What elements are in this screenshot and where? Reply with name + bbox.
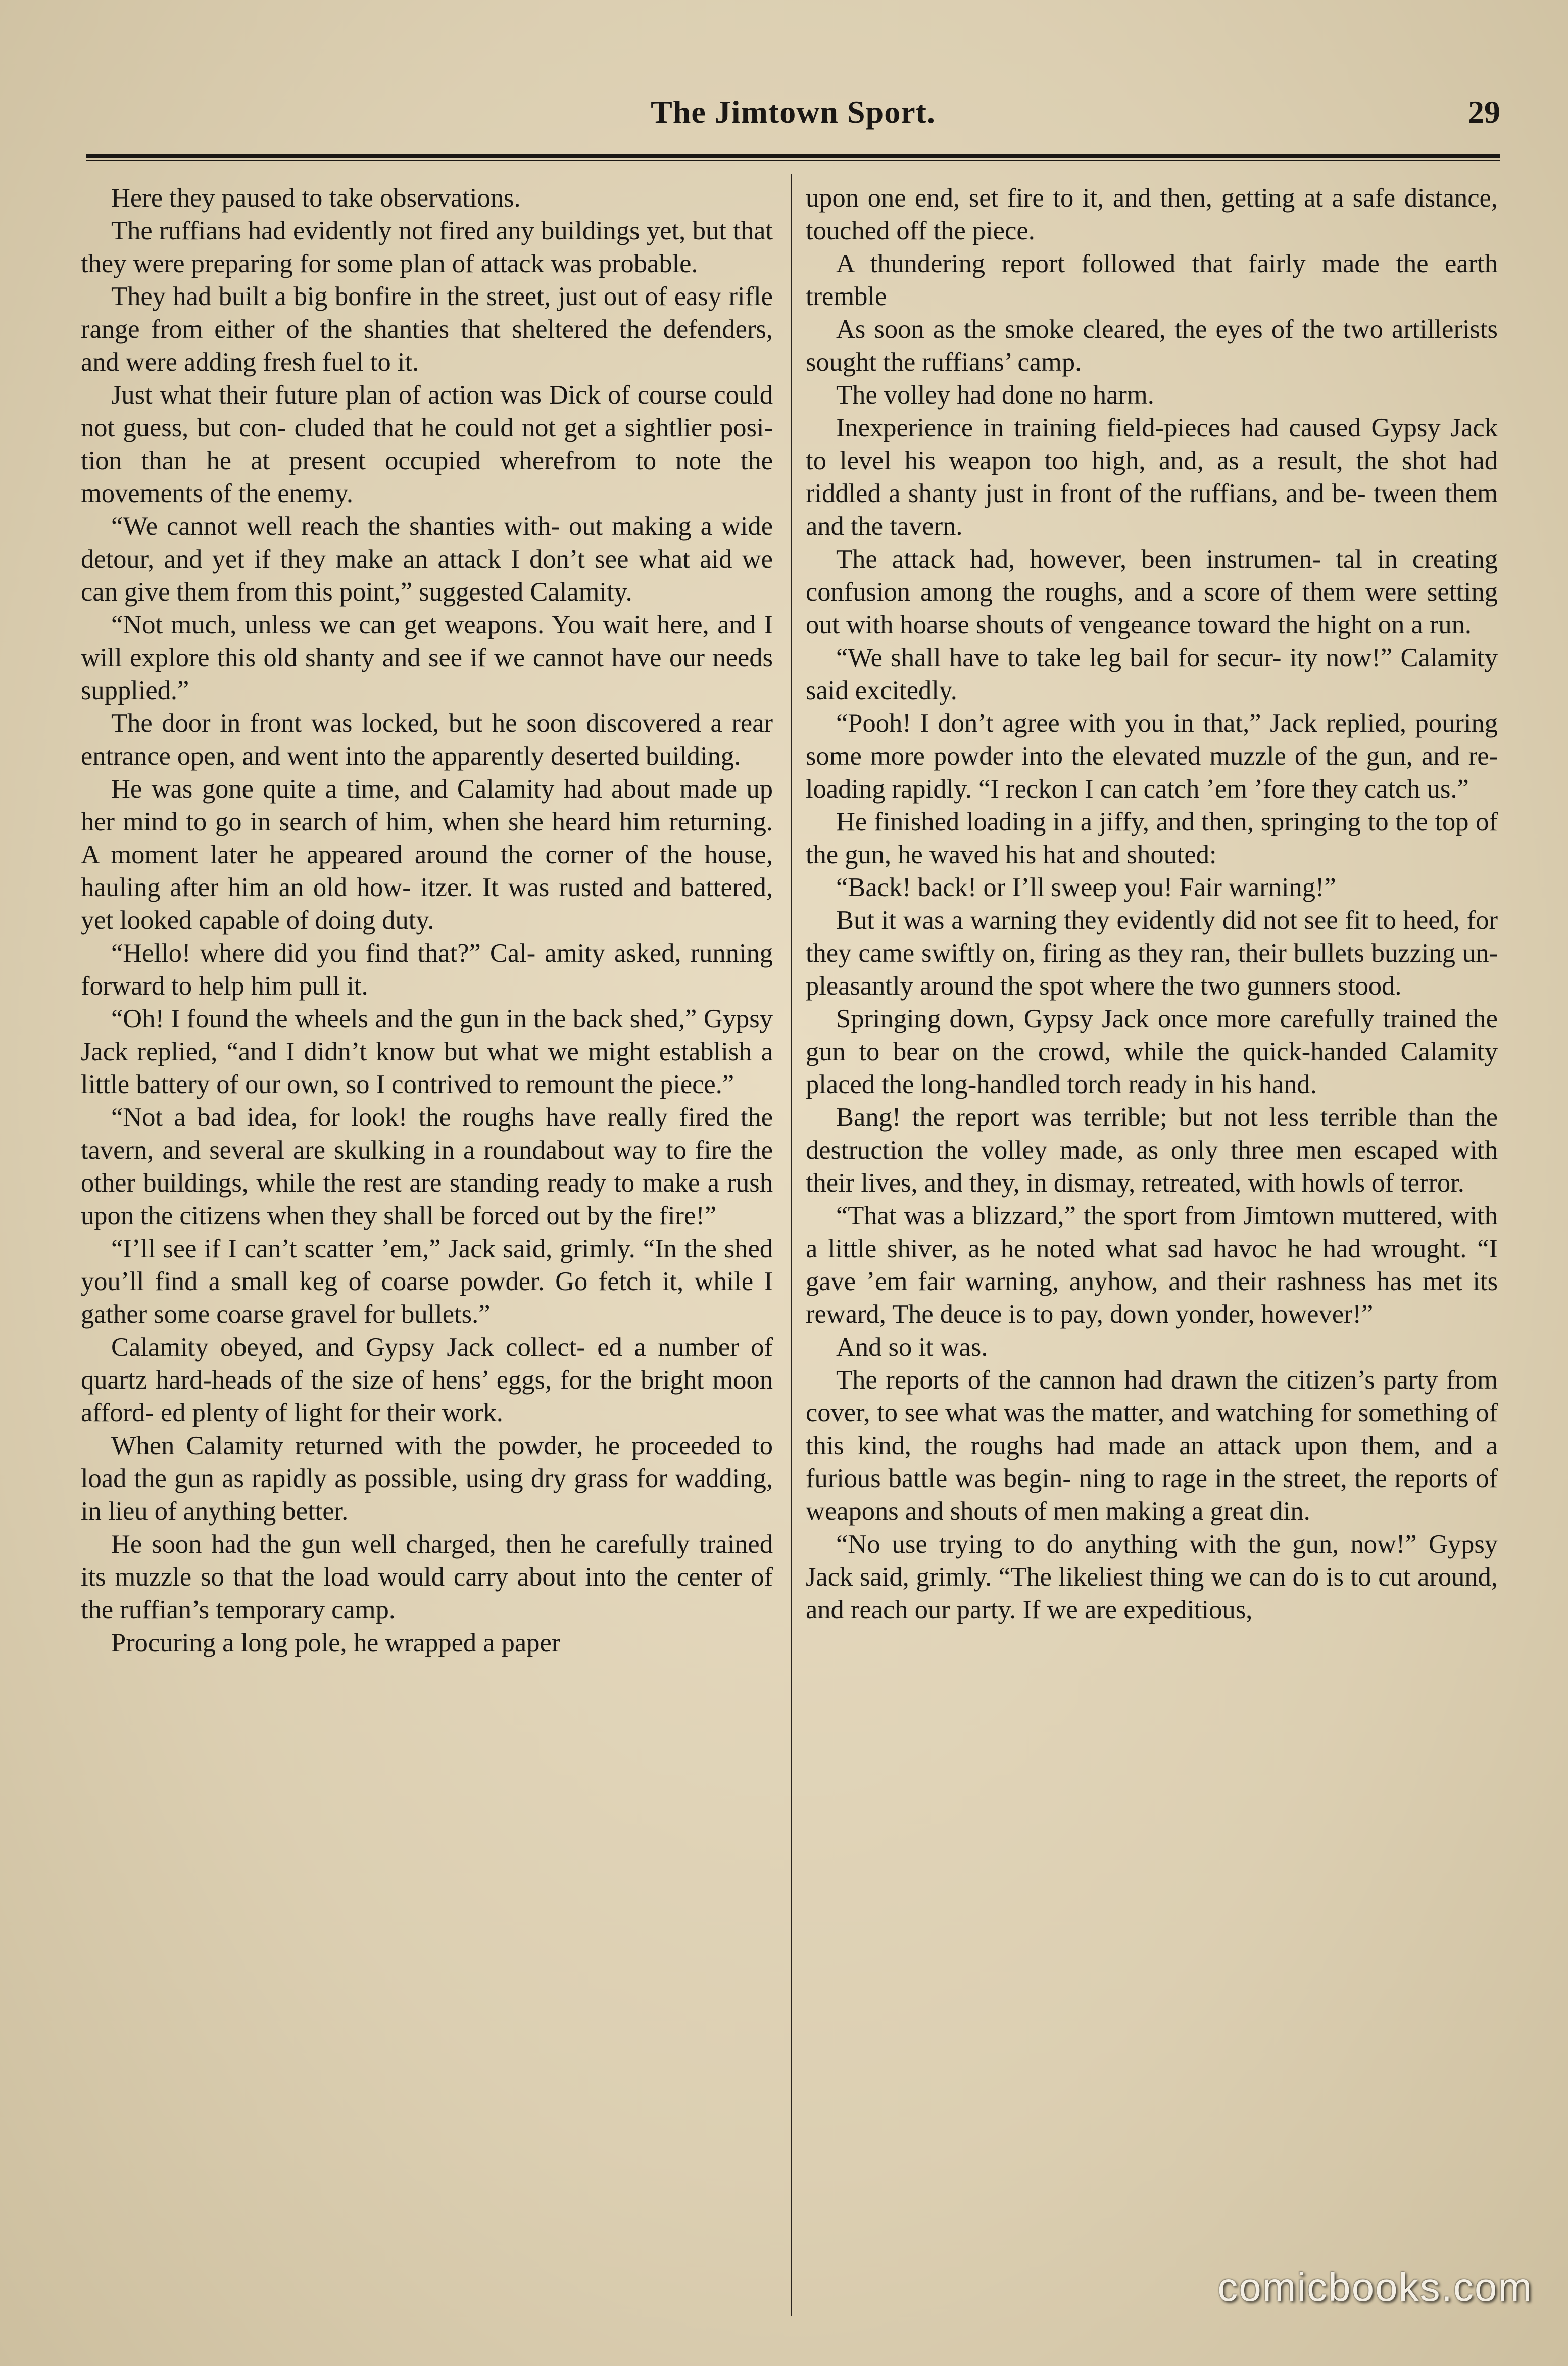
paragraph: Here they paused to take observations. (111, 183, 521, 213)
page-header (86, 93, 1500, 149)
paragraph: The reports of the cannon had drawn the citizen’s party from cover, to see what was the matter, and watching for something of this kind, the roughs had made an attack upon them, and a furious battle was begin- ning to rage in the street, the reports of weapons and shouts of men making a great din. (806, 1365, 1498, 1526)
left-column (81, 182, 773, 1659)
paragraph: Inexperience in training field-pieces had caused Gypsy Jack to level his weapon too high, and, as a result, the shot had riddled a shanty just in front of the ruffians, and be- tween them and the tavern. (806, 413, 1498, 541)
paragraph: He was gone quite a time, and Calamity had about made up her mind to go in search of him, when she heard him returning. A moment later he appeared around the corner of the house, hauling after him an old how- itzer. It was rusted and battered, yet looked capable of doing duty. (81, 774, 773, 935)
paragraph: They had built a big bonfire in the street, just out of easy rifle range from either of the shanties that sheltered the defenders, and were adding fresh fuel to it. (81, 282, 773, 377)
paragraph: “I’ll see if I can’t scatter ’em,” Jack said, grimly. “In the shed you’ll find a small keg of coarse powder. Go fetch it, while I gather some coarse gravel for bullets.” (81, 1234, 773, 1329)
paragraph: “Pooh! I don’t agree with you in that,” Jack replied, pouring some more powder into the elevated muzzle of the gun, and re- loading rapidly. “I reckon I can catch ’em ’fore they catch us.” (806, 709, 1498, 804)
paragraph: The door in front was locked, but he soon discovered a rear entrance open, and went into the apparently deserted building. (81, 709, 773, 771)
paragraph: When Calamity returned with the powder, he proceeded to load the gun as rapidly as possible, using dry grass for wadding, in lieu of anything better. (81, 1431, 773, 1526)
paragraph: “Hello! where did you find that?” Cal- amity asked, running forward to help him pull it. (81, 939, 773, 1001)
paragraph: “Not much, unless we can get weapons. You wait here, and I will explore this old shanty and see if we cannot have our needs supplied.” (81, 610, 773, 705)
paragraph: Bang! the report was terrible; but not less terrible than the destruction the volley made, as only three men escaped with their lives, and they, in dismay, retreated, with howls of terror. (806, 1103, 1498, 1198)
paragraph: upon one end, set fire to it, and then, getting at a safe distance, touched off the piece. (806, 183, 1498, 245)
paragraph: But it was a warning they evidently did not see fit to heed, for they came swiftly on, firing as they ran, their bullets buzzing un- pleasantly around the spot where the two gunners stood. (806, 906, 1498, 1001)
running-title: The Jimtown Sport. (651, 94, 936, 130)
paragraph: The ruffians had evidently not fired any buildings yet, but that they were preparing for some plan of attack was probable. (81, 216, 773, 278)
column-divider (791, 174, 792, 2316)
paragraph: He finished loading in a jiffy, and then, springing to the top of the gun, he waved his hat and shouted: (806, 807, 1498, 869)
paragraph: As soon as the smoke cleared, the eyes of the two artillerists sought the ruffians’ camp. (806, 315, 1498, 377)
paragraph: The volley had done no harm. (836, 380, 1154, 410)
paragraph: “That was a blizzard,” the sport from Jimtown muttered, with a little shiver, as he noted what sad havoc he had wrought. “I gave ’em fair warning, anyhow, and their rashness has met its reward, The deuce is to pay, down yonder, however!” (806, 1201, 1498, 1329)
watermark: comicbooks.com (1217, 2264, 1533, 2309)
paragraph: Procuring a long pole, he wrapped a paper (111, 1628, 561, 1657)
paragraph: “We cannot well reach the shanties with- out making a wide detour, and yet if they make an attack I don’t see what aid we can give them from this point,” suggested Calamity. (81, 512, 773, 607)
paragraph: The attack had, however, been instrumen- tal in creating confusion among the roughs, and a score of them were setting out with hoarse shouts of vengeance toward the hight on a run. (806, 545, 1498, 639)
page-number: 29 (1468, 94, 1500, 130)
paragraph: “Not a bad idea, for look! the roughs have really fired the tavern, and several are skulking in a roundabout way to fire the other buildings, while the rest are standing ready to make a rush upon the citizens when they shall be forced out by the fire!” (81, 1103, 773, 1230)
right-column (806, 182, 1498, 1626)
header-rule (86, 154, 1500, 161)
paragraph: “Oh! I found the wheels and the gun in the back shed,” Gypsy Jack replied, “and I didn’t know but what we might establish a little battery of our own, so I contrived to remount the piece.” (81, 1004, 773, 1099)
paragraph: “No use trying to do anything with the gun, now!” Gypsy Jack said, grimly. “The likeliest thing we can do is to cut around, and reach our party. If we are expeditious, (806, 1530, 1498, 1624)
paragraph: Just what their future plan of action was Dick of course could not guess, but con- cluded that he could not get a sightlier posi- tion than he at present occupied wherefrom to note the movements of the enemy. (81, 380, 773, 508)
paragraph: Springing down, Gypsy Jack once more carefully trained the gun to bear on the crowd, while the quick-handed Calamity placed the long-handled torch ready in his hand. (806, 1004, 1498, 1099)
paragraph: And so it was. (836, 1333, 988, 1362)
paragraph: Calamity obeyed, and Gypsy Jack collect- ed a number of quartz hard-heads of the size of hens’ eggs, for the bright moon afford- ed plenty of light for their work. (81, 1333, 773, 1427)
paragraph: “We shall have to take leg bail for secur- ity now!” Calamity said excitedly. (806, 643, 1498, 705)
paragraph: A thundering report followed that fairly made the earth tremble (806, 249, 1498, 311)
paragraph: “Back! back! or I’ll sweep you! Fair warning!” (836, 873, 1336, 902)
paragraph: He soon had the gun well charged, then he carefully trained its muzzle so that the load would carry about into the center of the ruffian’s temporary camp. (81, 1530, 773, 1624)
